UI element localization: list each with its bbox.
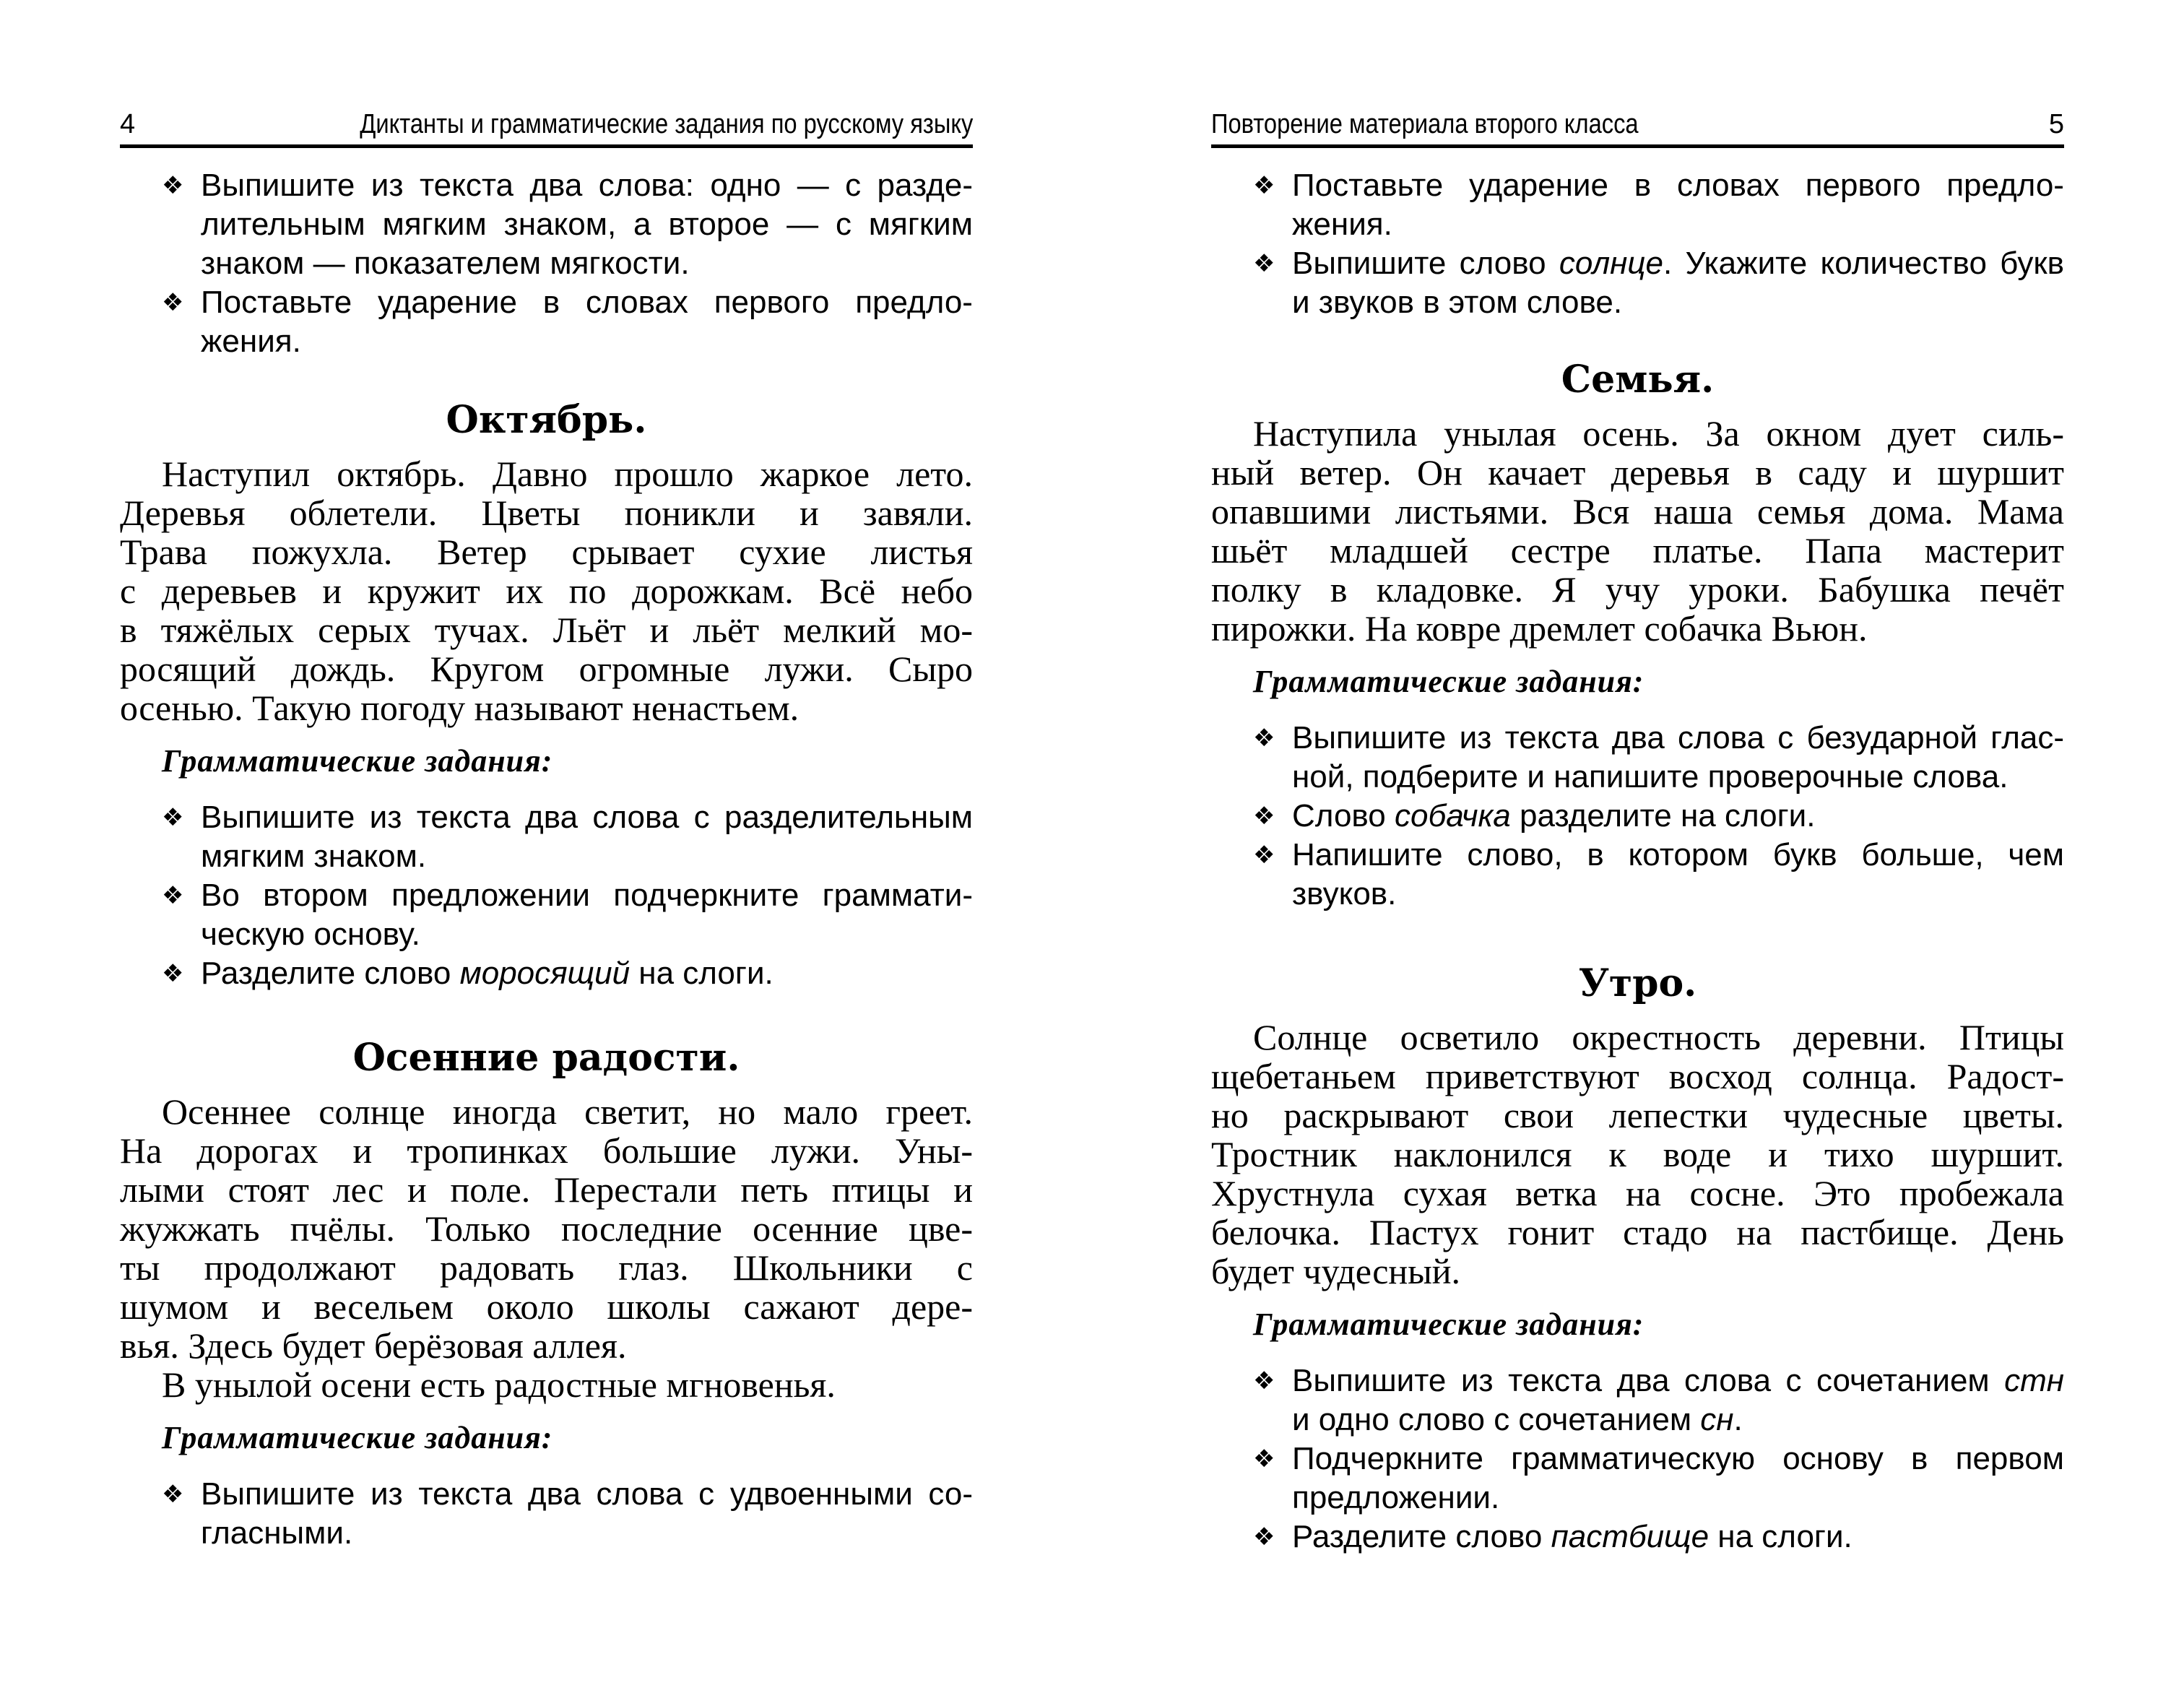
right-page xyxy=(1211,0,2064,1706)
line-text: опавшими листьями. Вся наша семья дома. Мама xyxy=(1211,491,2064,532)
line-text: Наступила унылая осень. За окном дует силь- xyxy=(1253,413,2064,454)
text-line xyxy=(120,1326,973,1365)
line-text: Напишите слово, в котором букв больше, чем xyxy=(1292,837,2065,873)
line-text: белочка. Пастух гонит стадо на пастбище. День xyxy=(1211,1212,2064,1252)
italic-term: стн xyxy=(2004,1363,2065,1398)
line-text: и звуков в этом слове. xyxy=(1292,285,1623,320)
line-text: Выпишите слово солнце. Укажите количество букв xyxy=(1292,246,2065,281)
task-item xyxy=(1211,797,2064,836)
task-item xyxy=(1211,1439,2064,1517)
running-head xyxy=(1211,107,2064,142)
line-text: росящий дождь. Кругом огромные лужи. Сыро xyxy=(120,649,974,689)
line-text: с деревьев и кружит их по дорожкам. Всё небо xyxy=(120,571,974,611)
line-text: Слово собачка разделите на слоги. xyxy=(1292,798,1816,833)
spacer xyxy=(120,1404,973,1419)
text-line xyxy=(1211,1439,2064,1478)
running-title: Диктанты и грамматические задания по русскому языку xyxy=(359,109,973,139)
text-line xyxy=(1211,205,2064,244)
text-line xyxy=(1211,1213,2064,1252)
text-line xyxy=(1211,570,2064,609)
text-line xyxy=(120,1365,973,1404)
text-line xyxy=(120,688,973,727)
line-text: Поставьте ударение в словах первого предло- xyxy=(1292,168,2064,203)
text-line xyxy=(120,649,973,688)
text-line xyxy=(120,1475,973,1514)
text-line xyxy=(1211,719,2064,758)
text-line xyxy=(1211,1478,2064,1517)
text-line xyxy=(1211,875,2064,914)
line-text: лыми стоят лес и поле. Перестали петь птицы и xyxy=(120,1169,973,1210)
task-list xyxy=(1211,719,2064,914)
italic-term: моросящий xyxy=(459,956,630,991)
spacer xyxy=(1211,701,2064,719)
grammar-tasks-heading: Грамматические задания: xyxy=(162,743,553,779)
line-text: Осеннее солнце иногда светит, но мало греет. xyxy=(162,1091,974,1132)
text-line xyxy=(120,1092,973,1131)
task-item xyxy=(120,166,973,283)
line-text: мягким знаком. xyxy=(201,839,427,874)
text-line xyxy=(120,876,973,915)
line-text: Выпишите из текста два слова: одно — с разде- xyxy=(201,168,974,203)
four-diamond-bullet-icon: ❖ xyxy=(1253,1367,1275,1395)
four-diamond-bullet-icon: ❖ xyxy=(162,1480,184,1509)
text-line xyxy=(1211,283,2064,322)
dictation-paragraph xyxy=(1211,414,2064,648)
text-line xyxy=(1211,1400,2064,1439)
section-title: Семья. xyxy=(1561,358,1715,402)
text-line xyxy=(120,532,973,571)
page-number: 4 xyxy=(120,109,136,139)
task-item xyxy=(1211,166,2064,244)
text-line xyxy=(120,1514,973,1553)
four-diamond-bullet-icon: ❖ xyxy=(1253,1523,1275,1551)
text-line xyxy=(120,166,973,205)
four-diamond-bullet-icon: ❖ xyxy=(1253,171,1275,200)
text-line xyxy=(120,798,973,837)
grammar-tasks-heading: Грамматические задания: xyxy=(162,1420,553,1455)
text-line xyxy=(120,244,973,283)
task-list xyxy=(120,166,973,361)
line-text: щебетаньем приветствуют восход солнца. Радост- xyxy=(1211,1056,2064,1096)
line-text: жужжать пчёлы. Только последние осенние цве- xyxy=(120,1208,974,1249)
text-line xyxy=(120,1170,973,1209)
text-line xyxy=(120,205,973,244)
section-title: Октябрь. xyxy=(446,398,647,442)
line-text: лительным мягким знаком, а второе — с мягким xyxy=(201,207,973,242)
spacer xyxy=(120,727,973,742)
line-text: Наступил октябрь. Давно прошло жаркое лето. xyxy=(162,454,973,494)
four-diamond-bullet-icon: ❖ xyxy=(1253,1445,1275,1473)
text-line xyxy=(1211,1057,2064,1096)
header-rule xyxy=(1211,144,2064,148)
task-item xyxy=(120,283,973,361)
text-line xyxy=(1211,1361,2064,1400)
line-text: Поставьте ударение в словах первого предло- xyxy=(201,285,973,320)
line-text: жения. xyxy=(201,324,301,359)
text-line xyxy=(1211,453,2064,492)
text-line xyxy=(1211,492,2064,531)
text-line xyxy=(120,493,973,532)
spacer xyxy=(1211,1344,2064,1361)
spacer xyxy=(1211,1291,2064,1305)
section-title: Осенние радости. xyxy=(352,1036,740,1080)
task-item xyxy=(1211,1361,2064,1439)
text-line xyxy=(1211,609,2064,648)
task-list xyxy=(120,1475,973,1553)
running-head xyxy=(120,107,973,142)
grammar-tasks-heading: Грамматические задания: xyxy=(1253,664,1644,699)
line-text: звуков. xyxy=(1292,876,1397,912)
line-text: Выпишите из текста два слова с безударной глас- xyxy=(1292,720,2064,755)
text-line xyxy=(1211,1096,2064,1135)
spacer xyxy=(120,1458,973,1475)
italic-term: солнце xyxy=(1559,246,1664,281)
task-item xyxy=(1211,244,2064,322)
line-text: шьёт младшей сестре платье. Папа мастерит xyxy=(1211,530,2064,571)
line-text: ческую основу. xyxy=(201,917,420,952)
italic-term: пастбище xyxy=(1551,1519,1710,1554)
text-line xyxy=(120,1209,973,1248)
task-item xyxy=(120,954,973,993)
grammar-tasks-heading: Грамматические задания: xyxy=(1253,1307,1644,1342)
text-line xyxy=(1211,1252,2064,1291)
page-number: 5 xyxy=(2048,109,2064,139)
line-text: будет чудесный. xyxy=(1211,1251,1461,1291)
line-text: Тростник наклонился к воде и тихо шуршит. xyxy=(1211,1134,2064,1174)
line-text: предложении. xyxy=(1292,1480,1500,1515)
section-autumn-joys xyxy=(120,1033,973,1553)
four-diamond-bullet-icon: ❖ xyxy=(1253,841,1275,870)
line-text: Выпишите из текста два слова с удвоенными со- xyxy=(201,1476,974,1512)
line-text: полку в кладовке. Я учу уроки. Бабушка печёт xyxy=(1211,569,2064,610)
four-diamond-bullet-icon: ❖ xyxy=(162,959,184,988)
text-line xyxy=(120,283,973,322)
text-line xyxy=(1211,1135,2064,1174)
text-line xyxy=(1211,797,2064,836)
section-family xyxy=(1211,355,2064,914)
task-item xyxy=(1211,836,2064,914)
section-october xyxy=(120,395,973,993)
line-text: ный ветер. Он качает деревья в саду и шуршит xyxy=(1211,452,2064,493)
line-text: ты продолжают радовать глаз. Школьники с xyxy=(120,1247,973,1288)
line-text: пирожки. На ковре дремлет собачка Вьюн. xyxy=(1211,608,1868,649)
line-text: но раскрывают свои лепестки чудесные цветы. xyxy=(1211,1095,2064,1135)
text-line xyxy=(1211,1174,2064,1213)
text-line xyxy=(1211,166,2064,205)
four-diamond-bullet-icon: ❖ xyxy=(1253,724,1275,753)
line-text: ной, подберите и напишите проверочные слова. xyxy=(1292,759,2008,794)
task-item xyxy=(120,1475,973,1553)
line-text: жения. xyxy=(1292,207,1392,242)
task-list xyxy=(120,798,973,993)
text-line xyxy=(120,837,973,876)
text-line xyxy=(120,915,973,954)
line-text: Выпишите из текста два слова с разделительным xyxy=(201,800,974,835)
spacer xyxy=(120,781,973,798)
text-line xyxy=(120,1287,973,1326)
four-diamond-bullet-icon: ❖ xyxy=(1253,249,1275,278)
four-diamond-bullet-icon: ❖ xyxy=(162,171,184,200)
task-item xyxy=(1211,1517,2064,1556)
text-line xyxy=(1211,414,2064,453)
dictation-paragraph xyxy=(1211,1018,2064,1291)
line-text: Выпишите из текста два слова с сочетанием стн xyxy=(1292,1363,2065,1398)
line-text: Во втором предложении подчеркните граммати- xyxy=(201,878,974,913)
header-rule xyxy=(120,144,973,148)
left-page xyxy=(120,0,973,1706)
line-text: Разделите слово пастбище на слоги. xyxy=(1292,1519,1852,1554)
text-line xyxy=(120,322,973,361)
line-text: Солнце осветило окрестность деревни. Птицы xyxy=(1253,1017,2064,1057)
running-title: Повторение материала второго класса xyxy=(1211,109,1639,139)
italic-term: собачка xyxy=(1395,798,1511,833)
four-diamond-bullet-icon: ❖ xyxy=(162,288,184,317)
text-line xyxy=(120,1131,973,1170)
text-line xyxy=(120,1248,973,1287)
line-text: В унылой осени есть радостные мгновенья. xyxy=(162,1364,836,1405)
line-text: знаком — показателем мягкости. xyxy=(201,246,690,281)
line-text: Разделите слово моросящий на слоги. xyxy=(201,956,774,991)
line-text: гласными. xyxy=(201,1515,353,1551)
line-text: Деревья облетели. Цветы поникли и завяли. xyxy=(120,493,973,533)
dictation-paragraph xyxy=(120,454,973,727)
task-item xyxy=(1211,719,2064,797)
line-text: На дорогах и тропинках большие лужи. Уны- xyxy=(120,1130,973,1171)
text-line xyxy=(1211,836,2064,875)
text-line xyxy=(1211,1018,2064,1057)
line-text: осенью. Такую погоду называют ненастьем. xyxy=(120,688,800,728)
line-text: шумом и весельем около школы сажают дере- xyxy=(120,1286,974,1327)
task-item xyxy=(120,876,973,954)
text-line xyxy=(1211,1517,2064,1556)
italic-term: сн xyxy=(1700,1402,1734,1437)
text-line xyxy=(120,954,973,993)
task-item xyxy=(120,798,973,876)
four-diamond-bullet-icon: ❖ xyxy=(162,803,184,832)
text-line xyxy=(1211,244,2064,283)
four-diamond-bullet-icon: ❖ xyxy=(162,881,184,910)
text-line xyxy=(120,454,973,493)
text-line xyxy=(120,610,973,649)
section-title: Утро. xyxy=(1578,961,1697,1005)
line-text: Трава пожухла. Ветер срывает сухие листья xyxy=(120,532,974,572)
task-list xyxy=(1211,1361,2064,1556)
text-line xyxy=(120,571,973,610)
text-line xyxy=(1211,531,2064,570)
line-text: и одно слово с сочетанием сн. xyxy=(1292,1402,1743,1437)
four-diamond-bullet-icon: ❖ xyxy=(1253,802,1275,831)
line-text: в тяжёлых серых тучах. Льёт и льёт мелкий мо- xyxy=(120,610,973,650)
section-morning xyxy=(1211,958,2064,1556)
task-list xyxy=(1211,166,2064,322)
line-text: вья. Здесь будет берёзовая аллея. xyxy=(120,1325,627,1366)
dictation-paragraph xyxy=(120,1092,973,1404)
line-text: Подчеркните грамматическую основу в первом xyxy=(1292,1441,2064,1476)
text-line xyxy=(1211,758,2064,797)
spacer xyxy=(1211,648,2064,662)
line-text: Хрустнула сухая ветка на сосне. Это пробежала xyxy=(1211,1173,2064,1213)
